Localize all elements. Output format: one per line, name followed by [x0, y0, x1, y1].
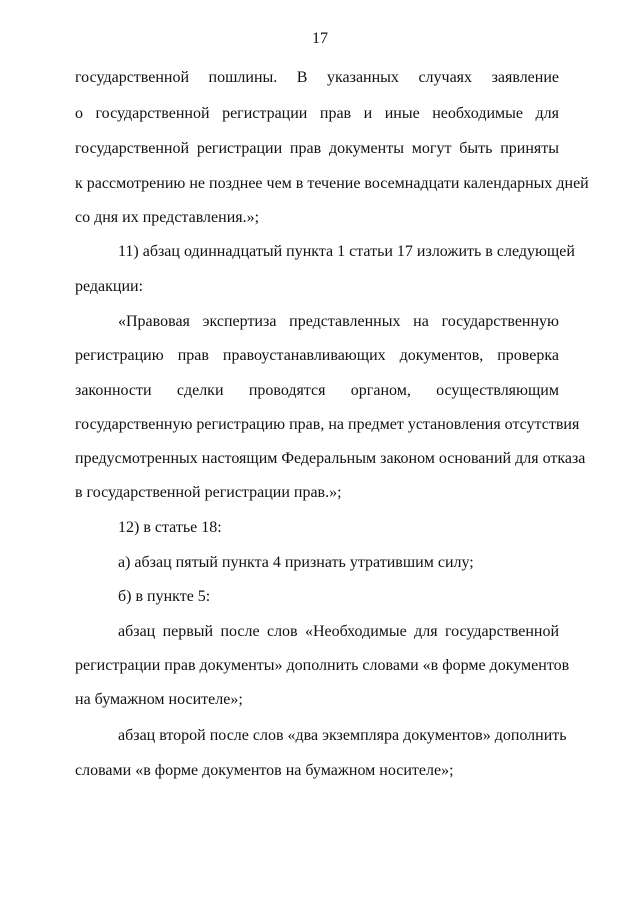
text-line: предусмотренных настоящим Федеральным законом оснований для отказа	[75, 450, 586, 467]
text-line: «Правовая экспертиза представленных на государственную	[118, 313, 559, 330]
text-line: государственной пошлины. В указанных случаях заявление	[75, 69, 559, 86]
page-number: 17	[312, 30, 328, 47]
text-line: словами «в форме документов на бумажном носителе»;	[75, 762, 454, 779]
text-line: государственной регистрации прав документы могут быть приняты	[75, 140, 559, 157]
text-line: регистрации прав документы» дополнить словами «в форме документов	[75, 657, 570, 674]
text-line: б) в пункте 5:	[118, 588, 211, 605]
text-line: 12) в статье 18:	[118, 519, 222, 536]
text-line: абзац второй после слов «два экземпляра документов» дополнить	[118, 727, 567, 744]
text-line: 11) абзац одиннадцатый пункта 1 статьи 17 изложить в следующей	[118, 243, 575, 260]
text-line: регистрацию прав правоустанавливающих документов, проверка	[75, 347, 559, 364]
text-line: государственную регистрацию прав, на предмет установления отсутствия	[75, 416, 580, 433]
text-line: со дня их представления.»;	[75, 209, 260, 226]
text-line: а) абзац пятый пункта 4 признать утратившим силу;	[118, 554, 474, 571]
text-line: абзац первый после слов «Необходимые для государственной	[118, 623, 559, 640]
text-line: законности сделки проводятся органом, осуществляющим	[75, 382, 559, 399]
text-line: редакции:	[75, 278, 144, 295]
text-line: в государственной регистрации прав.»;	[75, 484, 342, 501]
text-line: к рассмотрению не позднее чем в течение восемнадцати календарных дней	[75, 175, 589, 192]
text-line: на бумажном носителе»;	[75, 691, 243, 708]
text-line: о государственной регистрации прав и иные необходимые для	[75, 105, 559, 122]
